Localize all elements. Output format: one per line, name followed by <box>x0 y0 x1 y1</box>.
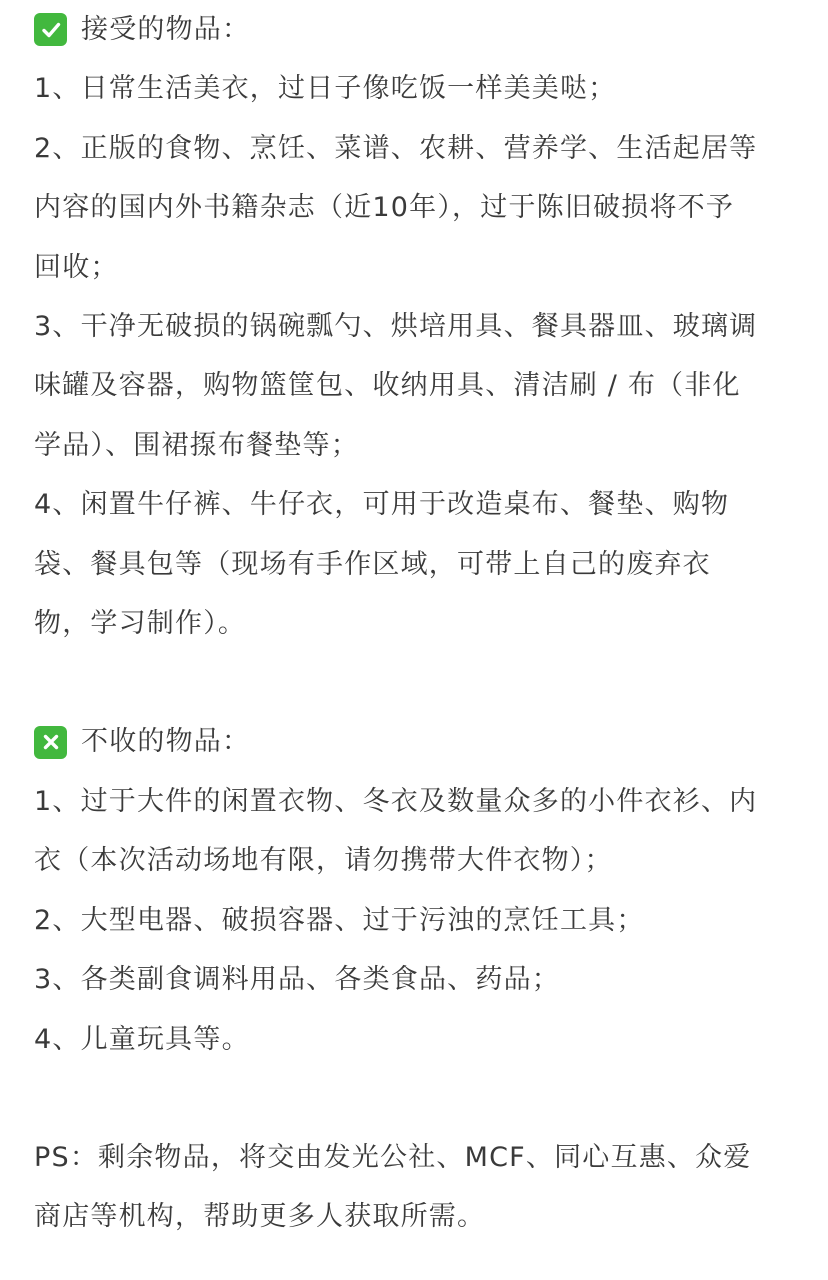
accepted-line-4: 回收； <box>34 251 119 283</box>
accepted-line-7: 学品）、围裙揼布餐垫等； <box>34 429 359 461</box>
accepted-line-8: 4、闲置牛仔裤、牛仔衣，可用于改造桌布、餐垫、购物 <box>34 489 730 521</box>
rejected-line-1: 1、过于大件的闲置衣物、冬衣及数量众多的小件衣衫、内 <box>34 785 758 817</box>
cross-mark-icon <box>34 726 67 759</box>
accepted-line-6: 味罐及容器，购物篮筐包、收纳用具、清洁刷 / 布（非化 <box>34 370 741 402</box>
document-page <box>34 0 796 1247</box>
rejected-line-4: 3、各类副食调料用品、各类食品、药品； <box>34 964 560 996</box>
rejected-items-section <box>34 712 796 1068</box>
rejected-heading-row <box>34 712 796 771</box>
ps-note-section <box>34 1128 796 1247</box>
rejected-line-3: 2、大型电器、破损容器、过于污浊的烹饪工具； <box>34 904 645 936</box>
ps-line-1: PS：剩余物品，将交由发光公社、MCF、同心互惠、众爱 <box>34 1141 752 1173</box>
accepted-line-9: 袋、餐具包等（现场有手作区域，可带上自己的废弃衣 <box>34 548 711 580</box>
accepted-line-10: 物，学习制作）。 <box>34 608 247 640</box>
rejected-line-2: 衣（本次活动场地有限，请勿携带大件衣物）； <box>34 845 613 877</box>
rejected-heading: 不收的物品： <box>81 726 251 758</box>
accepted-line-1: 1、日常生活美衣，过日子像吃饭一样美美哒； <box>34 73 617 105</box>
section-spacer <box>34 1069 796 1128</box>
ps-line-2: 商店等机构，帮助更多人获取所需。 <box>34 1201 486 1233</box>
accepted-items-section <box>34 0 796 653</box>
accepted-line-2: 2、正版的食物、烹饪、菜谱、农耕、营养学、生活起居等 <box>34 132 758 164</box>
accepted-heading-row <box>34 0 796 59</box>
accepted-heading: 接受的物品： <box>81 14 251 45</box>
accepted-line-5: 3、干净无破损的锅碗瓢勺、烘培用具、餐具器皿、玻璃调 <box>34 311 758 343</box>
section-spacer <box>34 653 796 712</box>
rejected-line-5: 4、儿童玩具等。 <box>34 1023 250 1055</box>
accepted-line-3: 内容的国内外书籍杂志（近10年），过于陈旧破损将不予 <box>34 192 735 224</box>
check-mark-icon <box>34 13 67 46</box>
